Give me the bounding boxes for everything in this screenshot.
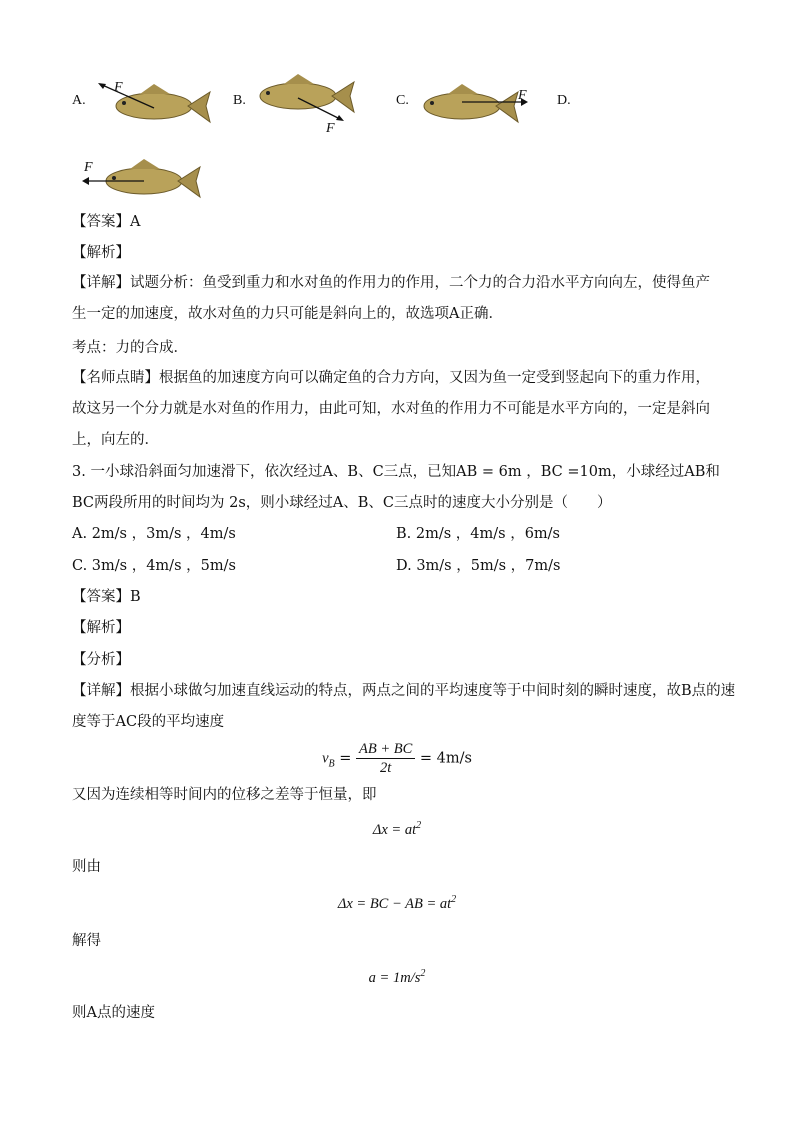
equation-dx xyxy=(0,820,794,839)
force-label-a: F xyxy=(114,80,123,95)
option-a-label: A. xyxy=(72,93,86,108)
force-label-d: F xyxy=(84,160,93,175)
q2-answer: 【答案】A xyxy=(72,214,141,230)
fish-d-figure xyxy=(80,155,202,207)
option-c-label: C. xyxy=(396,93,409,108)
fish-c-figure xyxy=(418,78,530,130)
q3-analysis-heading: 【解析】 xyxy=(72,620,130,636)
q2-kaodian: 考点：力的合成． xyxy=(72,340,188,356)
fish-icon xyxy=(116,84,210,122)
eq1-sub: B xyxy=(328,758,335,770)
eq3-body: Δx = BC − AB = at xyxy=(337,895,452,912)
q3-option-b: B. 2m/s ，4m/s ，6m/s xyxy=(396,526,560,542)
equation-vb: $v_B$ = $\frac{AB + BC}{2t}$ = 4m/s xyxy=(322,741,472,776)
eq2-body: Δx = at xyxy=(372,821,417,838)
eq1-lhs: v xyxy=(322,750,329,767)
eq1-numerator: AB + BC xyxy=(356,740,415,759)
q3-detail-line2: 度等于AC段的平均速度 xyxy=(72,714,225,730)
eq3-sup: 2 xyxy=(451,894,457,905)
q3-option-d: D. 3m/s ，5m/s ，7m/s xyxy=(396,558,561,574)
option-b-label: B. xyxy=(233,93,246,108)
equation-dx-bc-ab xyxy=(0,894,794,913)
q3-text-again: 又因为连续相等时间内的位移之差等于恒量，即 xyxy=(72,787,377,803)
q3-option-c: C. 3m/s ，4m/s ，5m/s xyxy=(72,558,236,574)
q2-analysis-heading: 【解析】 xyxy=(72,245,130,261)
q3-text-a-speed: 则A点的速度 xyxy=(72,1005,155,1021)
fish-icon xyxy=(260,74,354,112)
q3-option-a: A. 2m/s ，3m/s ，4m/s xyxy=(72,526,236,542)
q3-text-then: 则由 xyxy=(72,859,101,875)
eq1-fraction xyxy=(356,740,415,777)
fish-b-figure xyxy=(254,72,358,138)
q3-text-solve: 解得 xyxy=(72,933,101,949)
q3-detail-line1: 【详解】根据小球做匀加速直线运动的特点，两点之间的平均速度等于中间时刻的瞬时速度，故B点的速 xyxy=(72,683,736,699)
q3-stem-line1: 3. 一小球沿斜面匀加速滑下，依次经过A、B、C三点，已知AB = 6m ，BC =10m，小球经过AB和 xyxy=(72,464,720,480)
fish-icon xyxy=(106,159,200,197)
q3-stem-line2: BC两段所用的时间均为 2s，则小球经过A、B、C三点时的速度大小分别是（ ） xyxy=(72,495,612,511)
q3-answer: 【答案】B xyxy=(72,589,141,605)
force-label-c: F xyxy=(518,88,527,103)
eq4-sup: 2 xyxy=(420,968,426,979)
eq4-body: a = 1m/s xyxy=(368,969,421,986)
eq2-sup: 2 xyxy=(416,820,422,831)
q2-teacher-tip: 【名师点睛】根据鱼的加速度方向可以确定鱼的合力方向，又因为鱼一定受到竖起向下的重力作用，故这另一个分力就是水对鱼的作用力，由此可知，水对鱼的作用力不可能是水平方向的，一定是斜向上，向左的． xyxy=(72,370,710,448)
q3-fenxi-heading: 【分析】 xyxy=(72,652,130,668)
eq1-rhs: = 4m/s xyxy=(419,750,472,767)
q2-detail: 【详解】试题分析：鱼受到重力和水对鱼的作用力的作用，二个力的合力沿水平方向向左，使得鱼产生一定的加速度，故水对鱼的力只可能是斜向上的，故选项A正确． xyxy=(72,275,710,322)
fish-a-figure xyxy=(92,78,216,130)
force-label-b: F xyxy=(326,121,335,136)
eq1-denominator: 2t xyxy=(379,760,392,776)
fish-icon xyxy=(424,84,518,122)
option-d-label: D. xyxy=(557,93,571,108)
equation-a xyxy=(0,968,794,987)
